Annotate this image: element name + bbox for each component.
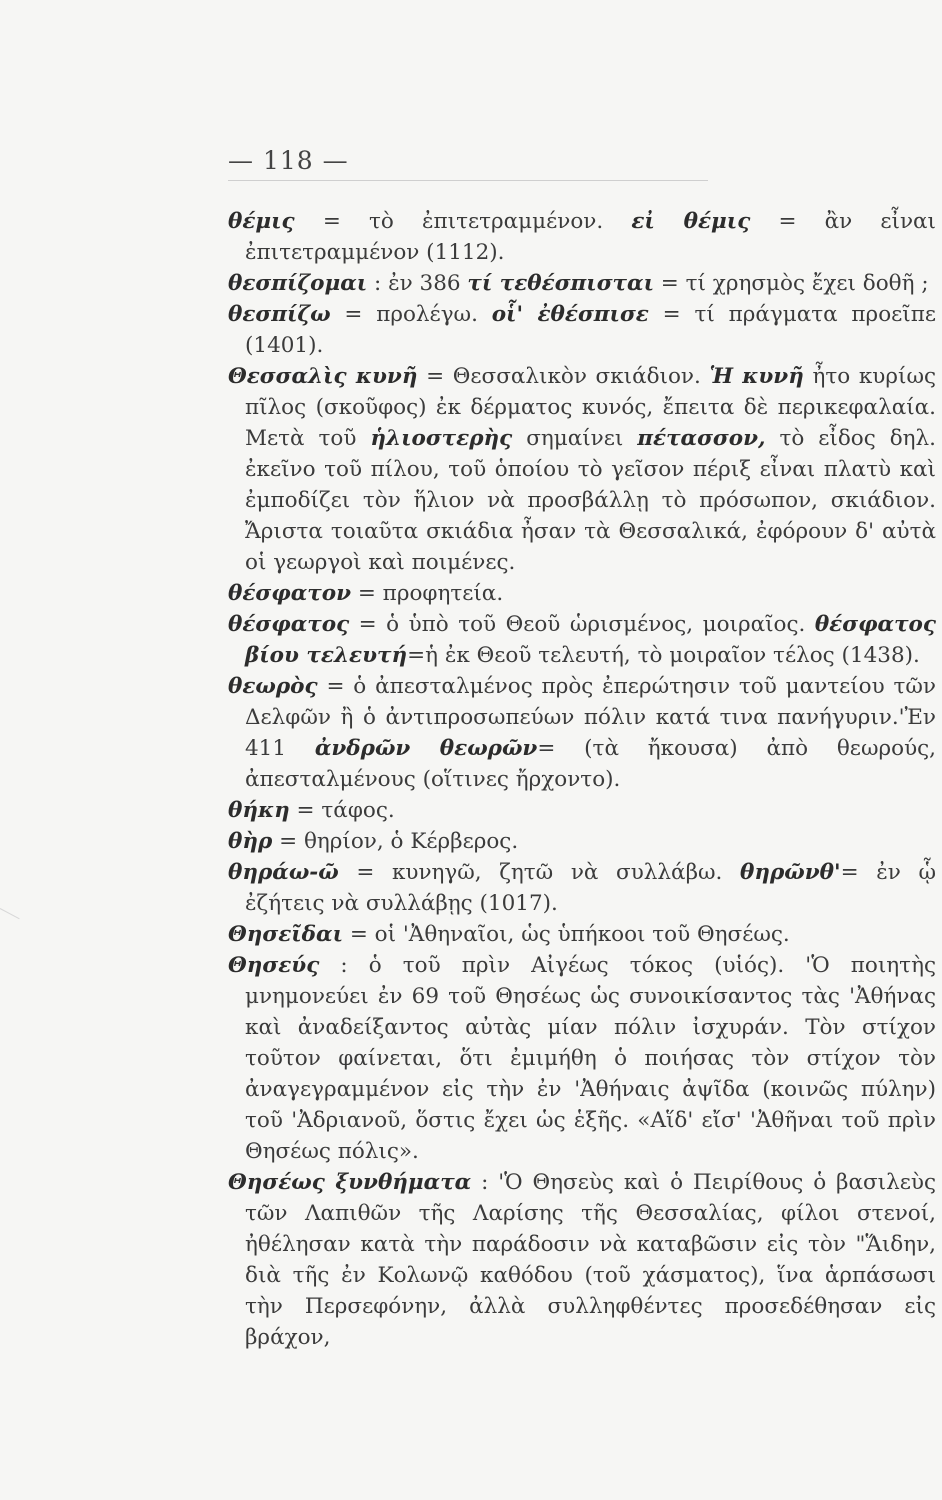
entry-text: = προλέγω. — [330, 302, 492, 327]
page-edge-mark — [0, 908, 20, 919]
entry-text: ἦτο κυρίως πῖλος (σκοῦφος) ἐκ δέρματος κυνός, ἔπειτα δὲ περικεφαλαία. Μετὰ τοῦ — [245, 364, 937, 451]
entry-term: θηράω-ῶ — [228, 860, 339, 885]
glossary-entry — [228, 299, 936, 361]
entry-text: = τί πράγματα προεῖπε (1401). — [245, 302, 936, 358]
entry-text: = (τὰ ἤκουσα) ἀπὸ θεωρούς, ἀπεσταλμένους (οἵτινες ἤρχοντο). — [245, 736, 937, 792]
entry-term: θέσφατος βίου τελευτή — [245, 612, 936, 668]
entry-term: θηρῶνθ' — [740, 860, 841, 885]
glossary-entry — [228, 671, 936, 795]
entry-text: = ἂν εἶναι ἐπιτετραμμένον (1112). — [245, 209, 936, 265]
entry-text: σημαίνει — [512, 426, 638, 451]
entry-term: θεωρὸς — [228, 674, 318, 699]
entry-text: = τί χρησμὸς ἔχει δοθῆ ; — [653, 271, 929, 296]
entry-term: θήκη — [228, 798, 290, 823]
glossary-entry — [228, 857, 936, 919]
entry-term: ἀνδρῶν θεωρῶν — [314, 736, 538, 761]
entry-text: = τάφος. — [289, 798, 395, 823]
entry-term: Θησεῖδαι — [228, 922, 343, 947]
entry-text: = οἱ 'Ἀθηναῖοι, ὡς ὑπήκοοι τοῦ Θησέως. — [342, 922, 790, 947]
entry-text: = ἐν ᾧ ἐζήτεις νὰ συλλάβῃς (1017). — [245, 860, 936, 916]
entry-text: = ὁ ὑπὸ τοῦ Θεοῦ ὡρισμένος, μοιραῖος. — [349, 612, 815, 637]
page-number: — 118 — — [228, 146, 349, 175]
glossary-entry — [228, 919, 936, 950]
entry-text: : ὁ τοῦ πρὶν Αἰγέως τόκος (υἱός). 'Ὁ ποιητὴς μνημονεύει ἐν 69 τοῦ Θησέως ὡς συνοικίσαντος τὰς 'Ἀθήνας καὶ ἀναδείξαντος αὐτὰς μίαν πόλιν ἰσχυράν. Τὸν στίχον τοῦτον φαίνεται, ὅτι ἐμιμήθη ὁ ποιήσας τὸν στίχον τὸν ἀναγεγραμμένον εἰς τὴν ἐν 'Ἀθήναις ἀψῖδα (κοινῶς πύλην) τοῦ 'Ἀδριανοῦ, ὅστις ἔχει ὡς ἑξῆς. «Αἵδ' εἴσ' 'Ἀθῆναι τοῦ πρὶν Θησέως πόλις». — [245, 953, 936, 1164]
entry-term: θέσφατον — [228, 581, 351, 606]
glossary-entry — [228, 578, 936, 609]
entry-term: Ἡ κυνῆ — [709, 364, 804, 389]
entry-term: θέμις — [228, 209, 295, 234]
glossary-entries — [228, 206, 936, 1353]
entry-term: θεσπίζω — [228, 302, 331, 327]
glossary-entry — [228, 795, 936, 826]
glossary-entry — [228, 826, 936, 857]
entry-term: οἷ' ἐθέσπισε — [491, 302, 649, 327]
glossary-entry — [228, 609, 936, 671]
entry-text: : 'Ὁ Θησεὺς καὶ ὁ Πειρίθους ὁ βασιλεὺς τῶν Λαπιθῶν τῆς Λαρίσης τῆς Θεσσαλίας, φίλοι στενοί, ἠθέλησαν κατὰ τὴν παράδοσιν νὰ καταβῶσιν εἰς τὸν "Ἅιδην, διὰ τῆς ἐν Κολωνῷ καθόδου (τοῦ χάσματος), ἵνα ἁρπάσωσι τὴν Περσεφόνην, ἀλλὰ συλληφθέντες προσεδέθησαν εἰς βράχον, — [245, 1170, 936, 1350]
entry-term: Θησεύς — [228, 953, 320, 978]
entry-text: = θηρίον, ὁ Κέρβερος. — [272, 829, 519, 854]
glossary-entry — [228, 950, 936, 1167]
entry-text: = κυνηγῶ, ζητῶ νὰ συλλάβω. — [338, 860, 740, 885]
entry-term: εἰ θέμις — [631, 209, 751, 234]
entry-term: ἡλιοστερὴς — [370, 426, 513, 451]
header-rule — [228, 180, 708, 181]
entry-text: =ἡ ἐκ Θεοῦ τελευτή, τὸ μοιραῖον τέλος (1438). — [407, 643, 920, 668]
entry-text: = ὁ ἀπεσταλμένος πρὸς ἐπερώτησιν τοῦ μαντείου τῶν Δελφῶν ἢ ὁ ἀντιπροσωπεύων πόλιν κατά τινα πανήγυριν.'Ἐν 411 — [245, 674, 936, 761]
entry-text: : ἐν 386 — [367, 271, 468, 296]
glossary-entry — [228, 1167, 936, 1353]
entry-term: θεσπίζομαι — [228, 271, 368, 296]
entry-term: Θησέως ξυνθήματα — [228, 1170, 472, 1195]
glossary-entry — [228, 268, 936, 299]
entry-text: = τὸ ἐπιτετραμμένον. — [294, 209, 632, 234]
entry-text: τὸ εἶδος δηλ. ἐκεῖνο τοῦ πίλου, τοῦ ὁποίου τὸ γεῖσον πέριξ εἶναι πλατὺ καὶ ἐμποδίζει τὸν ἥλιον νὰ προσβάλλῃ τὸ πρόσωπον, σκιάδιον. Ἄριστα τοιαῦτα σκιάδια ἦσαν τὰ Θεσσαλικά, ἐφόρουν δ' αὐτὰ οἱ γεωργοὶ καὶ ποιμένες. — [245, 426, 936, 575]
glossary-entry — [228, 361, 936, 578]
entry-text: = προφητεία. — [351, 581, 504, 606]
glossary-entry — [228, 206, 936, 268]
entry-term: πέτασσον, — [637, 426, 766, 451]
entry-text: = Θεσσαλικὸν σκιάδιον. — [417, 364, 710, 389]
entry-term: τί τεθέσπισται — [467, 271, 654, 296]
entry-term: Θεσσαλὶς κυνῆ — [228, 364, 418, 389]
entry-term: θὴρ — [228, 829, 273, 854]
entry-term: θέσφατος — [228, 612, 350, 637]
